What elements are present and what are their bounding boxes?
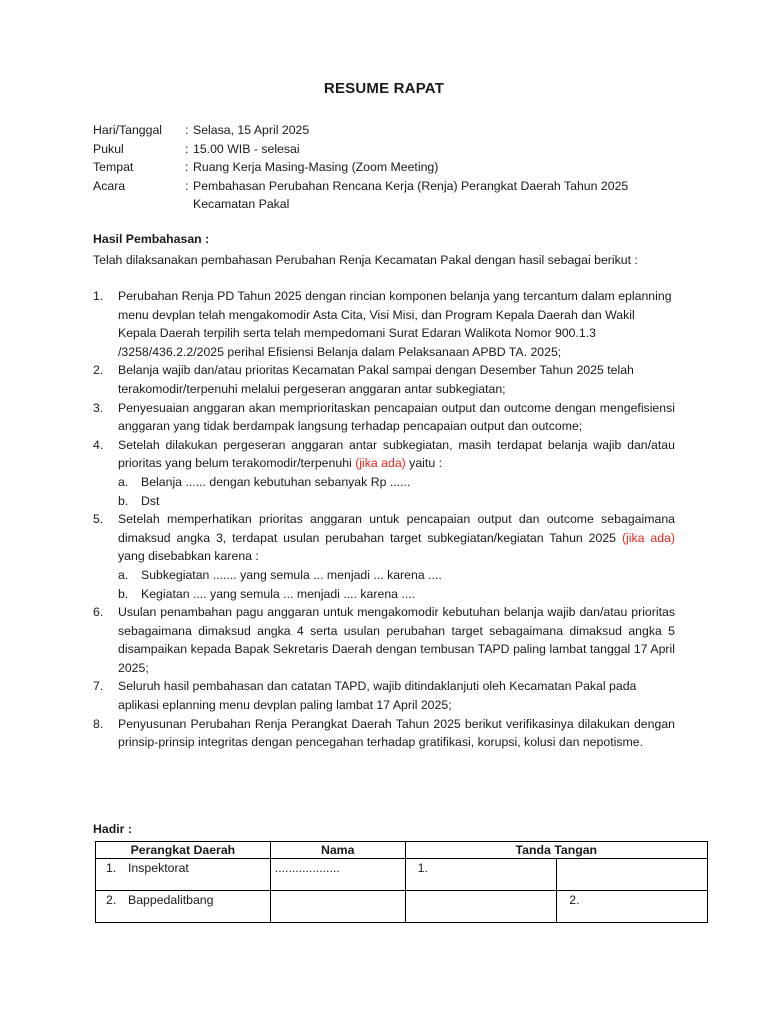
sub-item: [93, 492, 675, 511]
cell-nama: [270, 891, 405, 923]
meta-colon: :: [185, 123, 189, 137]
list-item: [93, 510, 675, 566]
sub-item: [93, 566, 675, 585]
item-number: 8.: [93, 716, 104, 731]
attendance-heading: Hadir :: [93, 822, 132, 836]
meta-value: Ruang Kerja Masing-Masing (Zoom Meeting): [193, 160, 439, 175]
item-number: 5.: [93, 512, 104, 527]
sub-item-letter: a.: [118, 567, 129, 582]
cell-nama: ...................: [270, 859, 405, 891]
item-text-part: Setelah dilakukan pergeseran anggaran antar subkegiatan, masih terdapat belanja wajib dan/atau prioritas yang belum terakomodir/terpenuhi: [118, 437, 675, 471]
meta-row-agenda: [93, 177, 693, 196]
attendance-table: [95, 841, 708, 923]
list-item: [93, 361, 675, 398]
row-number: 1.: [106, 861, 117, 875]
results-heading: Hasil Pembahasan :: [93, 232, 210, 246]
column-header-tanda-tangan: Tanda Tangan: [405, 842, 707, 859]
table-header-row: [96, 842, 708, 859]
page-title: RESUME RAPAT: [323, 80, 445, 97]
conditional-note: (jika ada): [621, 530, 676, 545]
meta-label: Acara: [93, 178, 126, 193]
cell-perangkat-daerah: [96, 891, 271, 923]
results-list: [93, 287, 675, 752]
row-number: 2.: [106, 893, 117, 907]
row-pd-name: Bappedalitbang: [128, 893, 214, 907]
column-header-perangkat-daerah: Perangkat Daerah: [96, 842, 271, 859]
item-text: Belanja wajib dan/atau prioritas Kecamatan Pakal sampai dengan Desember Tahun 2025 telah terakomodir/terpenuhi melalui pergeseran anggaran antar subkegiatan;: [118, 363, 634, 396]
meta-colon: :: [185, 141, 189, 156]
meta-label: Hari/Tanggal: [93, 123, 163, 137]
item-number: 2.: [93, 363, 104, 378]
item-text: Seluruh hasil pembahasan dan catatan TAPD, wajib ditindaklanjuti oleh Kecamatan Pakal pada aplikasi eplanning menu devplan paling lambat 17 April 2025;: [118, 679, 637, 713]
meta-value: Pembahasan Perubahan Rencana Kerja (Renja) Perangkat Daerah Tahun 2025: [193, 178, 629, 193]
meta-label: Pukul: [93, 141, 124, 156]
cell-signature-right: 2.: [557, 891, 708, 923]
cell-signature-left: 1.: [405, 859, 557, 891]
sub-item-text: Subkegiatan ....... yang semula ... menjadi ... karena ....: [141, 567, 442, 582]
meeting-details: [93, 121, 693, 214]
item-text: [118, 510, 675, 566]
meta-label: Tempat: [93, 160, 134, 175]
item-text: Perubahan Renja PD Tahun 2025 dengan rincian komponen belanja yang tercantum dalam eplanning menu devplan telah mengakomodir Asta Cita, Visi Misi, dan Program Kepala Daerah dan Wakil Kepala Daerah terpilih serta telah mempedomani Surat Edaran Walikota Nomor 900.1.3 /3258/436.2.2/2025 perihal Efisiensi Belanja dalam Pelaksanaan APBD TA. 2025;: [118, 289, 672, 359]
list-item: [93, 603, 675, 677]
list-item: [93, 399, 675, 436]
sub-item-letter: a.: [118, 474, 129, 489]
table-row: [96, 891, 708, 923]
item-number: 1.: [93, 289, 104, 303]
conditional-note: (jika ada): [355, 456, 406, 471]
item-number: 6.: [93, 605, 104, 620]
item-text-part: yaitu :: [405, 456, 442, 471]
meta-row-time: [93, 140, 693, 159]
table-row: [96, 859, 708, 891]
item-text: Penyesuaian anggaran akan memprioritaskan pencapaian output dan outcome dengan mengefisiensi anggaran yang tidak berdampak langsung terhadap pencapaian output dan outcome;: [118, 400, 675, 434]
meta-colon: :: [185, 160, 189, 175]
meta-colon: :: [185, 178, 189, 193]
cell-signature-left: [405, 891, 557, 923]
meta-row-date: [93, 121, 693, 140]
item-text-part: yang disebabkan karena :: [118, 549, 259, 564]
item-number: 7.: [93, 679, 104, 694]
list-item: [93, 436, 675, 473]
list-item: [93, 287, 675, 361]
sub-item: [93, 585, 675, 604]
item-number: 3.: [93, 400, 104, 415]
column-header-nama: Nama: [270, 842, 405, 859]
list-item: [93, 715, 675, 752]
sub-item-letter: b.: [118, 586, 129, 601]
meta-row-place: [93, 158, 693, 177]
meta-value: 15.00 WIB - selesai: [193, 141, 300, 156]
meta-value: Selasa, 15 April 2025: [193, 123, 310, 137]
row-pd-name: Inspektorat: [128, 861, 189, 875]
cell-perangkat-daerah: [96, 859, 271, 891]
item-text: Usulan penambahan pagu anggaran untuk mengakomodir kebutuhan belanja wajib dan/atau prioritas sebagaimana dimaksud angka 4 serta usulan perubahan target sebagaimana dimaksud angka 5 disampaikan kepada Bapak Sekretaris Daerah dengan tembusan TAPD paling lambat tanggal 17 April 2025;: [118, 605, 675, 675]
meta-agenda-continuation: Kecamatan Pakal: [193, 197, 290, 212]
sub-item-text: Belanja ...... dengan kebutuhan sebanyak Rp ......: [141, 474, 411, 489]
cell-signature-right: [557, 859, 708, 891]
list-item: [93, 677, 675, 714]
item-text-part: Setelah memperhatikan prioritas anggaran untuk pencapaian output dan outcome sebagaimana dimaksud angka 3, terdapat usulan perubahan target subkegiatan/kegiatan Tahun 2025: [118, 512, 675, 545]
sub-item-letter: b.: [118, 493, 129, 508]
intro-paragraph: Telah dilaksanakan pembahasan Perubahan Renja Kecamatan Pakal dengan hasil sebagai berikut :: [93, 253, 638, 267]
item-text: [118, 436, 675, 473]
item-text: Penyusunan Perubahan Renja Perangkat Daerah Tahun 2025 berikut verifikasinya dilakukan dengan prinsip-prinsip integritas dengan pencegahan terhadap gratifikasi, korupsi, kolusi dan nepotisme.: [118, 716, 675, 750]
item-number: 4.: [93, 437, 104, 452]
sub-item-text: Kegiatan .... yang semula ... menjadi .... karena ....: [141, 586, 416, 601]
sub-item: [93, 473, 675, 492]
sub-item-text: Dst: [141, 493, 160, 508]
